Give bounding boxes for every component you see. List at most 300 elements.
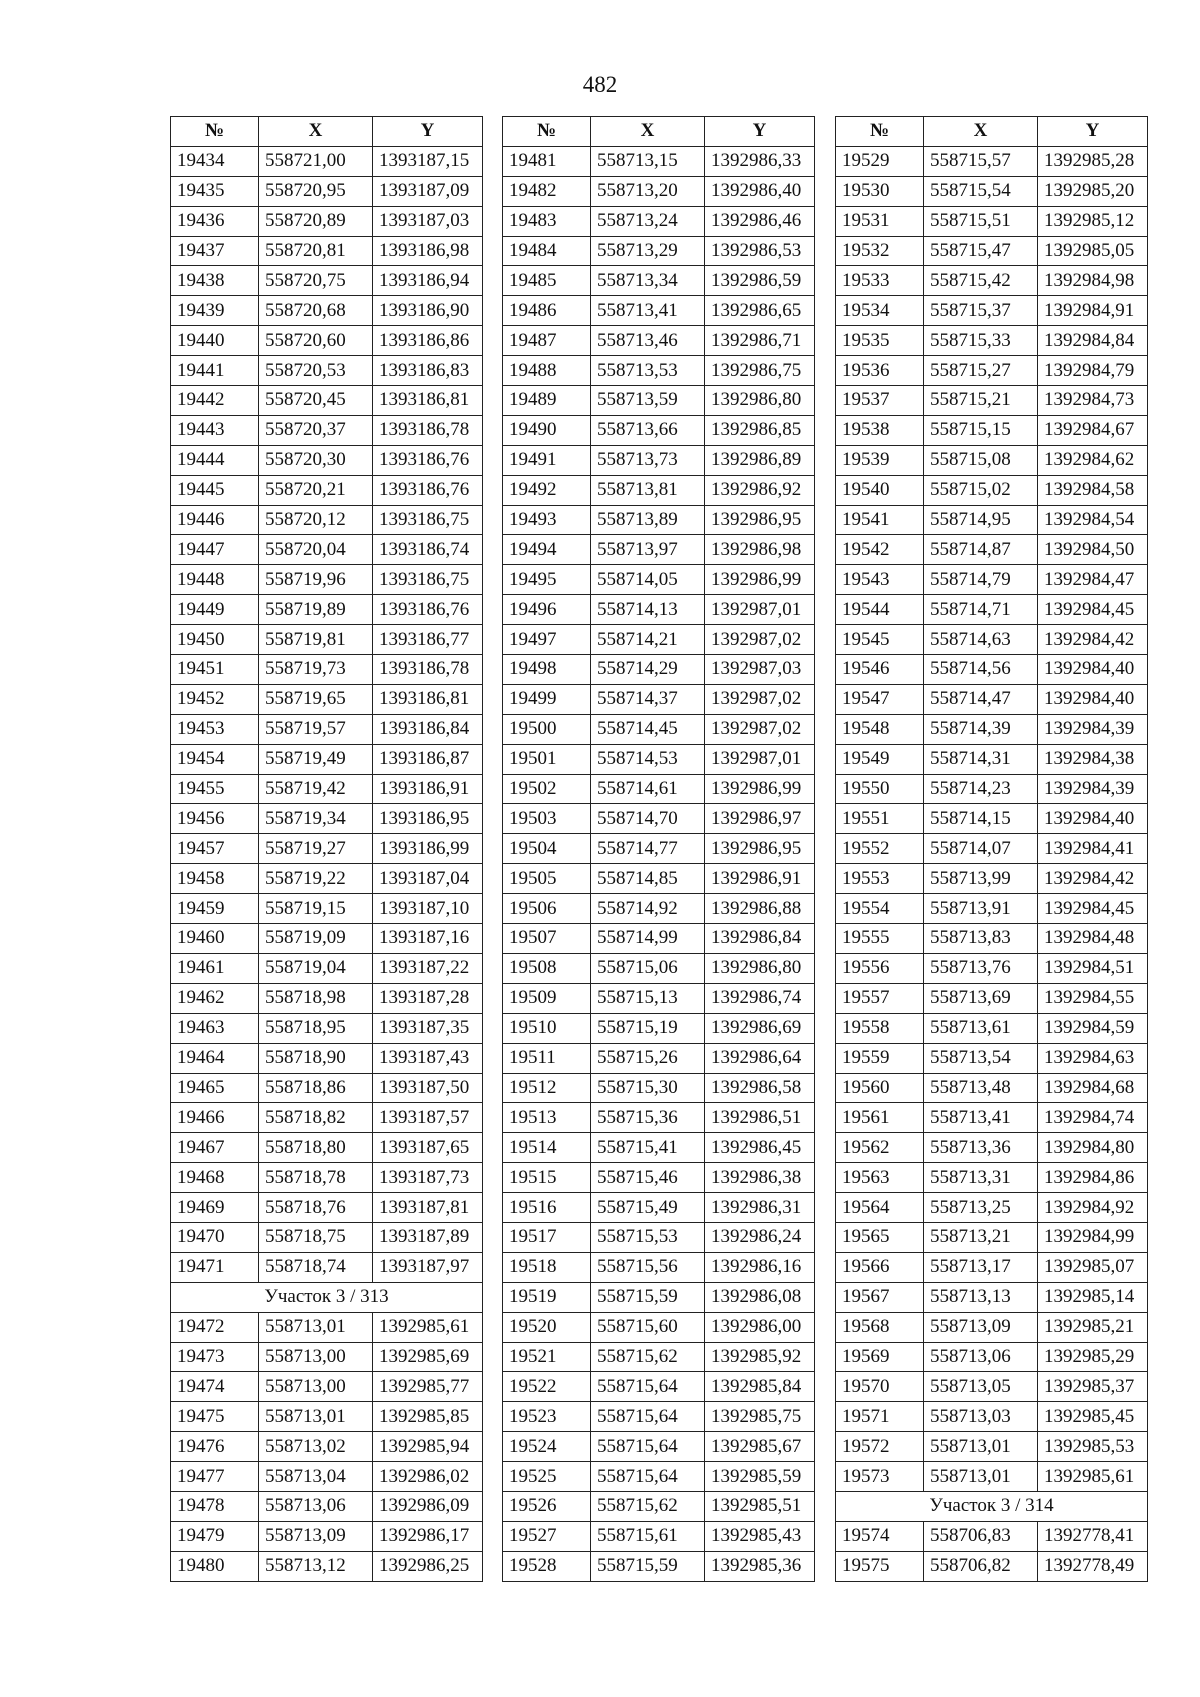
cell-y: 1392984,41 (1038, 834, 1148, 864)
table-row (171, 386, 483, 416)
cell-x: 558719,57 (259, 714, 373, 744)
table-row (836, 684, 1148, 714)
cell-y: 1393186,90 (373, 296, 483, 326)
cell-number: 19567 (836, 1282, 924, 1312)
header-number: № (836, 117, 924, 147)
table-row (503, 983, 815, 1013)
cell-number: 19493 (503, 505, 591, 535)
cell-number: 19466 (171, 1103, 259, 1133)
table-row (503, 1462, 815, 1492)
cell-number: 19485 (503, 266, 591, 296)
cell-y: 1392984,39 (1038, 714, 1148, 744)
cell-number: 19541 (836, 505, 924, 535)
cell-x: 558715,54 (924, 176, 1038, 206)
cell-number: 19483 (503, 206, 591, 236)
table-row (503, 1282, 815, 1312)
cell-number: 19564 (836, 1193, 924, 1223)
cell-number: 19499 (503, 684, 591, 714)
cell-x: 558713,00 (259, 1342, 373, 1372)
cell-number: 19505 (503, 864, 591, 894)
cell-number: 19434 (171, 146, 259, 176)
cell-number: 19461 (171, 953, 259, 983)
cell-y: 1392984,59 (1038, 1013, 1148, 1043)
cell-number: 19548 (836, 714, 924, 744)
cell-y: 1392986,58 (705, 1073, 815, 1103)
cell-y: 1393187,81 (373, 1193, 483, 1223)
cell-x: 558720,75 (259, 266, 373, 296)
cell-x: 558715,46 (591, 1163, 705, 1193)
cell-y: 1392985,21 (1038, 1312, 1148, 1342)
cell-y: 1392985,59 (705, 1462, 815, 1492)
table-row (171, 535, 483, 565)
table-row (503, 296, 815, 326)
cell-y: 1392986,31 (705, 1193, 815, 1223)
cell-y: 1392984,74 (1038, 1103, 1148, 1133)
cell-x: 558713,01 (924, 1432, 1038, 1462)
cell-number: 19494 (503, 535, 591, 565)
cell-number: 19452 (171, 684, 259, 714)
cell-y: 1392986,88 (705, 894, 815, 924)
cell-x: 558713,01 (259, 1312, 373, 1342)
cell-x: 558718,82 (259, 1103, 373, 1133)
table-row (503, 1312, 815, 1342)
cell-x: 558713,15 (591, 146, 705, 176)
cell-y: 1392984,42 (1038, 864, 1148, 894)
cell-number: 19510 (503, 1013, 591, 1043)
table-row (171, 595, 483, 625)
cell-number: 19534 (836, 296, 924, 326)
cell-number: 19544 (836, 595, 924, 625)
cell-number: 19558 (836, 1013, 924, 1043)
cell-y: 1392985,75 (705, 1402, 815, 1432)
cell-x: 558713,03 (924, 1402, 1038, 1432)
cell-number: 19521 (503, 1342, 591, 1372)
table-row (171, 864, 483, 894)
table-row (836, 804, 1148, 834)
cell-x: 558713,73 (591, 445, 705, 475)
cell-x: 558713,48 (924, 1073, 1038, 1103)
table-row (836, 1551, 1148, 1581)
cell-x: 558713,06 (924, 1342, 1038, 1372)
cell-y: 1392984,91 (1038, 296, 1148, 326)
table-row (171, 146, 483, 176)
cell-number: 19557 (836, 983, 924, 1013)
cell-number: 19492 (503, 475, 591, 505)
cell-y: 1393187,73 (373, 1163, 483, 1193)
section-label: Участок 3 / 313 (171, 1282, 483, 1312)
table-row (836, 445, 1148, 475)
cell-x: 558714,37 (591, 684, 705, 714)
cell-number: 19447 (171, 535, 259, 565)
cell-number: 19508 (503, 953, 591, 983)
cell-y: 1393186,94 (373, 266, 483, 296)
table-row (503, 1432, 815, 1462)
cell-number: 19439 (171, 296, 259, 326)
cell-number: 19519 (503, 1282, 591, 1312)
cell-x: 558718,86 (259, 1073, 373, 1103)
table-row (503, 266, 815, 296)
cell-y: 1392984,73 (1038, 386, 1148, 416)
cell-x: 558713,61 (924, 1013, 1038, 1043)
cell-x: 558719,81 (259, 625, 373, 655)
cell-x: 558718,90 (259, 1043, 373, 1073)
cell-number: 19573 (836, 1462, 924, 1492)
cell-y: 1392986,45 (705, 1133, 815, 1163)
table-row (171, 1342, 483, 1372)
cell-x: 558715,49 (591, 1193, 705, 1223)
cell-x: 558714,92 (591, 894, 705, 924)
table-row (171, 774, 483, 804)
cell-number: 19450 (171, 625, 259, 655)
cell-number: 19501 (503, 744, 591, 774)
cell-y: 1392984,68 (1038, 1073, 1148, 1103)
cell-number: 19498 (503, 655, 591, 685)
cell-x: 558720,30 (259, 445, 373, 475)
cell-number: 19555 (836, 924, 924, 954)
cell-y: 1392986,75 (705, 356, 815, 386)
cell-y: 1392986,38 (705, 1163, 815, 1193)
table-row (171, 894, 483, 924)
cell-y: 1392985,12 (1038, 206, 1148, 236)
table-row (171, 505, 483, 535)
cell-number: 19481 (503, 146, 591, 176)
cell-y: 1393187,50 (373, 1073, 483, 1103)
table-row (503, 1073, 815, 1103)
table-row (836, 146, 1148, 176)
cell-number: 19545 (836, 625, 924, 655)
cell-number: 19566 (836, 1252, 924, 1282)
cell-x: 558713,54 (924, 1043, 1038, 1073)
cell-y: 1392986,08 (705, 1282, 815, 1312)
cell-y: 1392984,80 (1038, 1133, 1148, 1163)
cell-number: 19446 (171, 505, 259, 535)
table-row (503, 894, 815, 924)
cell-x: 558715,62 (591, 1491, 705, 1521)
cell-x: 558713,53 (591, 356, 705, 386)
cell-number: 19533 (836, 266, 924, 296)
cell-x: 558713,91 (924, 894, 1038, 924)
cell-y: 1393187,15 (373, 146, 483, 176)
cell-y: 1392985,07 (1038, 1252, 1148, 1282)
cell-y: 1392987,03 (705, 655, 815, 685)
cell-y: 1392986,40 (705, 176, 815, 206)
cell-number: 19554 (836, 894, 924, 924)
cell-y: 1392985,45 (1038, 1402, 1148, 1432)
table-row (171, 1043, 483, 1073)
cell-x: 558713,20 (591, 176, 705, 206)
cell-y: 1392985,61 (1038, 1462, 1148, 1492)
cell-x: 558714,99 (591, 924, 705, 954)
table-row (503, 415, 815, 445)
table-row (503, 1551, 815, 1581)
cell-y: 1392985,84 (705, 1372, 815, 1402)
cell-y: 1392986,59 (705, 266, 815, 296)
cell-y: 1392986,91 (705, 864, 815, 894)
cell-y: 1392985,43 (705, 1521, 815, 1551)
coordinates-table-1 (170, 116, 483, 1582)
cell-number: 19551 (836, 804, 924, 834)
cell-number: 19531 (836, 206, 924, 236)
cell-number: 19550 (836, 774, 924, 804)
table-row (836, 1521, 1148, 1551)
header-y: Y (705, 117, 815, 147)
cell-number: 19514 (503, 1133, 591, 1163)
cell-number: 19441 (171, 356, 259, 386)
cell-x: 558720,68 (259, 296, 373, 326)
cell-y: 1392984,48 (1038, 924, 1148, 954)
cell-y: 1393186,86 (373, 326, 483, 356)
cell-y: 1392986,00 (705, 1312, 815, 1342)
cell-x: 558713,66 (591, 415, 705, 445)
cell-x: 558715,64 (591, 1462, 705, 1492)
cell-number: 19465 (171, 1073, 259, 1103)
cell-y: 1393186,76 (373, 475, 483, 505)
section-row (836, 1491, 1148, 1521)
header-x: X (259, 117, 373, 147)
cell-x: 558715,64 (591, 1432, 705, 1462)
cell-y: 1392986,95 (705, 834, 815, 864)
table-row (171, 565, 483, 595)
table-row (836, 1222, 1148, 1252)
table-row (836, 1282, 1148, 1312)
coordinates-table-3 (835, 116, 1148, 1582)
cell-y: 1392984,62 (1038, 445, 1148, 475)
cell-number: 19507 (503, 924, 591, 954)
cell-y: 1392984,67 (1038, 415, 1148, 445)
cell-y: 1393186,75 (373, 505, 483, 535)
cell-number: 19549 (836, 744, 924, 774)
cell-number: 19547 (836, 684, 924, 714)
cell-x: 558720,21 (259, 475, 373, 505)
cell-x: 558719,04 (259, 953, 373, 983)
table-row (836, 924, 1148, 954)
table-row (836, 1073, 1148, 1103)
table-row (503, 1222, 815, 1252)
cell-number: 19471 (171, 1252, 259, 1282)
cell-x: 558715,56 (591, 1252, 705, 1282)
cell-number: 19523 (503, 1402, 591, 1432)
cell-number: 19543 (836, 565, 924, 595)
cell-number: 19455 (171, 774, 259, 804)
table-row (836, 296, 1148, 326)
cell-y: 1392986,97 (705, 804, 815, 834)
cell-y: 1392986,25 (373, 1551, 483, 1581)
cell-x: 558715,21 (924, 386, 1038, 416)
table-row (503, 1491, 815, 1521)
table-row (503, 655, 815, 685)
cell-number: 19487 (503, 326, 591, 356)
cell-y: 1392986,64 (705, 1043, 815, 1073)
cell-y: 1393186,77 (373, 625, 483, 655)
cell-x: 558715,30 (591, 1073, 705, 1103)
table-row (503, 1193, 815, 1223)
table-row (171, 206, 483, 236)
table-row (836, 386, 1148, 416)
cell-x: 558713,99 (924, 864, 1038, 894)
cell-y: 1393186,75 (373, 565, 483, 595)
coordinates-table-2 (502, 116, 815, 1582)
table-row (836, 505, 1148, 535)
table-row (503, 475, 815, 505)
table-row (171, 1252, 483, 1282)
table-row (171, 834, 483, 864)
table-row (503, 445, 815, 475)
cell-x: 558714,07 (924, 834, 1038, 864)
table-row (836, 864, 1148, 894)
cell-x: 558715,60 (591, 1312, 705, 1342)
table-row (171, 744, 483, 774)
cell-number: 19442 (171, 386, 259, 416)
table-row (503, 1043, 815, 1073)
cell-y: 1392778,49 (1038, 1551, 1148, 1581)
table-row (171, 1103, 483, 1133)
cell-y: 1392778,41 (1038, 1521, 1148, 1551)
table-row (836, 1013, 1148, 1043)
cell-y: 1393186,78 (373, 655, 483, 685)
cell-x: 558718,95 (259, 1013, 373, 1043)
cell-number: 19561 (836, 1103, 924, 1133)
cell-y: 1392986,53 (705, 236, 815, 266)
table-row (836, 1163, 1148, 1193)
cell-y: 1392984,42 (1038, 625, 1148, 655)
cell-x: 558715,57 (924, 146, 1038, 176)
cell-x: 558720,45 (259, 386, 373, 416)
cell-y: 1392984,99 (1038, 1222, 1148, 1252)
table-row (836, 1043, 1148, 1073)
table-row (171, 714, 483, 744)
table-row (503, 834, 815, 864)
cell-number: 19475 (171, 1402, 259, 1432)
table-row (503, 1013, 815, 1043)
cell-number: 19511 (503, 1043, 591, 1073)
cell-number: 19522 (503, 1372, 591, 1402)
table-row (503, 1342, 815, 1372)
cell-y: 1392984,51 (1038, 953, 1148, 983)
cell-number: 19477 (171, 1462, 259, 1492)
cell-x: 558715,13 (591, 983, 705, 1013)
table-row (836, 176, 1148, 206)
cell-y: 1392985,94 (373, 1432, 483, 1462)
cell-x: 558714,21 (591, 625, 705, 655)
header-number: № (171, 117, 259, 147)
cell-y: 1392986,51 (705, 1103, 815, 1133)
table-row (171, 1013, 483, 1043)
table-row (503, 953, 815, 983)
cell-y: 1392985,05 (1038, 236, 1148, 266)
cell-x: 558719,15 (259, 894, 373, 924)
table-row (503, 804, 815, 834)
cell-y: 1392986,80 (705, 953, 815, 983)
cell-x: 558714,47 (924, 684, 1038, 714)
cell-x: 558719,22 (259, 864, 373, 894)
table-row (503, 356, 815, 386)
cell-x: 558715,37 (924, 296, 1038, 326)
cell-x: 558720,95 (259, 176, 373, 206)
table-row (171, 176, 483, 206)
cell-number: 19503 (503, 804, 591, 834)
cell-y: 1392986,24 (705, 1222, 815, 1252)
cell-number: 19504 (503, 834, 591, 864)
cell-y: 1392986,74 (705, 983, 815, 1013)
cell-x: 558720,60 (259, 326, 373, 356)
section-row (171, 1282, 483, 1312)
cell-number: 19500 (503, 714, 591, 744)
cell-y: 1392986,99 (705, 774, 815, 804)
table-row (171, 1551, 483, 1581)
cell-y: 1393186,87 (373, 744, 483, 774)
cell-x: 558706,83 (924, 1521, 1038, 1551)
table-row (836, 1372, 1148, 1402)
cell-y: 1392986,46 (705, 206, 815, 236)
table-row (836, 1252, 1148, 1282)
cell-y: 1392985,77 (373, 1372, 483, 1402)
cell-y: 1392986,80 (705, 386, 815, 416)
cell-number: 19459 (171, 894, 259, 924)
header-y: Y (1038, 117, 1148, 147)
cell-y: 1392985,92 (705, 1342, 815, 1372)
cell-x: 558713,89 (591, 505, 705, 535)
cell-x: 558719,49 (259, 744, 373, 774)
cell-y: 1393187,28 (373, 983, 483, 1013)
cell-y: 1393187,03 (373, 206, 483, 236)
cell-number: 19520 (503, 1312, 591, 1342)
table-row (171, 1073, 483, 1103)
cell-y: 1393186,81 (373, 684, 483, 714)
table-row (503, 864, 815, 894)
cell-x: 558719,34 (259, 804, 373, 834)
cell-number: 19462 (171, 983, 259, 1013)
cell-number: 19562 (836, 1133, 924, 1163)
cell-y: 1392987,01 (705, 744, 815, 774)
cell-y: 1392986,99 (705, 565, 815, 595)
cell-x: 558714,45 (591, 714, 705, 744)
cell-y: 1392986,98 (705, 535, 815, 565)
cell-x: 558715,02 (924, 475, 1038, 505)
cell-y: 1392984,86 (1038, 1163, 1148, 1193)
table-row (503, 595, 815, 625)
table-row (836, 625, 1148, 655)
table-row (503, 146, 815, 176)
cell-x: 558714,23 (924, 774, 1038, 804)
cell-x: 558715,51 (924, 206, 1038, 236)
table-row (836, 983, 1148, 1013)
table-row (503, 714, 815, 744)
cell-y: 1393187,97 (373, 1252, 483, 1282)
table-row (503, 924, 815, 954)
cell-y: 1393187,65 (373, 1133, 483, 1163)
table-row (836, 1402, 1148, 1432)
cell-x: 558718,75 (259, 1222, 373, 1252)
cell-y: 1392985,14 (1038, 1282, 1148, 1312)
cell-number: 19553 (836, 864, 924, 894)
cell-x: 558715,19 (591, 1013, 705, 1043)
cell-number: 19435 (171, 176, 259, 206)
cell-number: 19467 (171, 1133, 259, 1163)
cell-number: 19528 (503, 1551, 591, 1581)
cell-number: 19516 (503, 1193, 591, 1223)
cell-y: 1393186,98 (373, 236, 483, 266)
cell-number: 19517 (503, 1222, 591, 1252)
table-row (836, 415, 1148, 445)
cell-x: 558719,73 (259, 655, 373, 685)
cell-number: 19524 (503, 1432, 591, 1462)
cell-number: 19546 (836, 655, 924, 685)
table-row (171, 1222, 483, 1252)
cell-x: 558719,09 (259, 924, 373, 954)
table-row (503, 1252, 815, 1282)
table-row (836, 326, 1148, 356)
cell-y: 1392986,84 (705, 924, 815, 954)
